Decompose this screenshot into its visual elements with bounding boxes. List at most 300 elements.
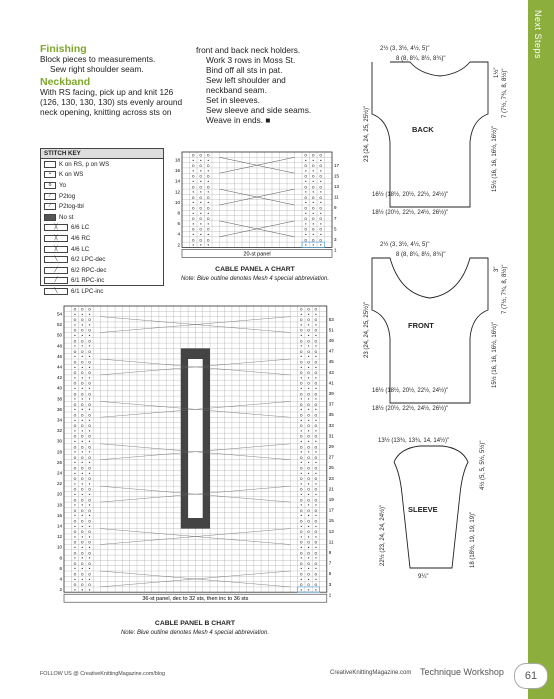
stitch-mark: • xyxy=(206,211,210,217)
stitch-mark: • xyxy=(199,190,203,196)
front-bottom-width: 18½ (20½, 22½, 24½, 26½)" xyxy=(372,406,449,412)
stitch-mark: o xyxy=(80,307,84,313)
row-number-right: 7 xyxy=(328,560,332,566)
finishing-line: Block pieces to measurements. xyxy=(40,54,156,64)
stitch-mark: o xyxy=(299,381,303,387)
stitch-mark: • xyxy=(314,577,318,583)
stitch-mark: o xyxy=(80,434,84,440)
stitch-mark: • xyxy=(88,482,91,488)
finishing-section xyxy=(40,44,190,117)
back-neck-depth: 1½" xyxy=(494,67,500,78)
stitch-mark: • xyxy=(206,233,210,239)
stitch-mark: o xyxy=(80,328,84,334)
row-number-left: 14 xyxy=(174,178,180,184)
stitch-mark: • xyxy=(319,243,323,249)
stitch-mark: • xyxy=(307,471,310,477)
stitch-mark: • xyxy=(314,588,318,594)
stitch-mark: • xyxy=(73,535,77,541)
stitch-mark: • xyxy=(314,546,318,552)
front-neck-depth: 3" xyxy=(494,266,500,272)
stitch-mark: o xyxy=(314,392,318,398)
row-number-left: 8 xyxy=(59,555,62,561)
stitch-mark: • xyxy=(304,222,308,228)
stitch-mark: • xyxy=(314,408,318,414)
stitch-mark: • xyxy=(299,376,303,382)
stitch-mark: o xyxy=(80,477,84,483)
instructions-column-2 xyxy=(196,45,346,125)
row-number-left: 36 xyxy=(56,406,62,412)
stitch-symbol-icon: ╳ xyxy=(44,235,68,242)
stitch-mark: o xyxy=(307,487,311,493)
row-number-left: 10 xyxy=(174,199,180,205)
stitch-mark: • xyxy=(73,493,77,499)
back-bottom-width: 18½ (20½, 22½, 24½, 26½)" xyxy=(372,210,449,216)
stitch-mark: o xyxy=(307,339,311,345)
stitch-mark: o xyxy=(191,227,195,233)
stitch-symbol-icon xyxy=(44,161,56,168)
stitch-mark: o xyxy=(299,551,303,557)
row-number-right: 9 xyxy=(328,550,332,556)
footer-site[interactable]: CreativeKnittingMagazine.com xyxy=(330,670,412,676)
stitch-mark: • xyxy=(314,323,318,329)
stitch-mark: • xyxy=(88,397,91,403)
stitch-mark: o xyxy=(73,455,77,461)
stitch-mark: • xyxy=(299,577,303,583)
stitch-mark: • xyxy=(299,365,303,371)
stitch-mark: o xyxy=(307,530,311,536)
stitch-mark: • xyxy=(199,222,203,228)
stitch-mark: o xyxy=(73,434,77,440)
stitch-mark: • xyxy=(314,355,318,361)
stitch-mark: • xyxy=(73,503,77,509)
stitch-mark: • xyxy=(80,355,84,361)
stitch-mark: o xyxy=(307,561,311,567)
stitch-mark: o xyxy=(314,445,318,451)
stitch-mark: o xyxy=(311,185,315,191)
cable-panel-a-chart xyxy=(172,148,342,260)
stitch-mark: • xyxy=(191,233,195,239)
stitch-mark: o xyxy=(191,185,195,191)
stitch-mark: • xyxy=(73,344,77,350)
stitch-mark: o xyxy=(80,349,84,355)
stitch-mark: o xyxy=(73,402,77,408)
stitch-mark: o xyxy=(88,413,92,419)
stitch-mark: o xyxy=(80,498,84,504)
stitch-mark: • xyxy=(299,546,303,552)
stitch-key-item xyxy=(41,223,163,234)
stitch-mark: o xyxy=(314,519,318,525)
stitch-mark: • xyxy=(73,418,77,424)
stitch-mark: o xyxy=(80,519,84,525)
stitch-mark: o xyxy=(199,217,203,223)
stitch-mark: • xyxy=(88,365,91,371)
stitch-mark: o xyxy=(307,434,311,440)
stitch-mark: • xyxy=(88,440,91,446)
stitch-mark: • xyxy=(311,243,315,249)
stitch-mark: • xyxy=(299,588,303,594)
stitch-mark: o xyxy=(307,318,311,324)
row-number-left: 4 xyxy=(59,576,62,582)
stitch-mark: o xyxy=(88,402,92,408)
stitch-mark: o xyxy=(311,206,315,212)
stitch-mark: o xyxy=(73,572,77,578)
stitch-mark: • xyxy=(199,201,203,207)
stitch-mark: • xyxy=(73,577,77,583)
stitch-mark: • xyxy=(206,201,210,207)
stitch-mark: o xyxy=(88,498,92,504)
stitch-mark: o xyxy=(80,381,84,387)
stitch-mark: o xyxy=(314,402,318,408)
stitch-mark: • xyxy=(314,312,318,318)
back-schematic xyxy=(360,42,528,217)
row-number-left: 34 xyxy=(56,417,62,423)
stitch-mark: o xyxy=(307,498,311,504)
stitch-mark: o xyxy=(73,466,77,472)
row-number-right: 7 xyxy=(334,215,337,221)
front-total-height: 23 (24, 24, 25, 25½)" xyxy=(364,301,370,358)
stitch-mark: o xyxy=(314,371,318,377)
stitch-mark: • xyxy=(307,429,310,435)
stitch-symbol-icon xyxy=(44,214,56,221)
stitch-mark: • xyxy=(299,344,303,350)
footer-follow[interactable]: FOLLOW US @ CreativeKnittingMagazine.com/blog xyxy=(40,671,166,677)
row-number-right: 1 xyxy=(334,247,337,253)
stitch-mark: • xyxy=(88,344,91,350)
stitch-mark: o xyxy=(299,413,303,419)
stitch-mark: • xyxy=(80,524,84,530)
stitch-mark: • xyxy=(80,429,84,435)
row-number-left: 28 xyxy=(56,449,62,455)
stitch-mark: o xyxy=(191,195,195,201)
stitch-mark: o xyxy=(299,424,303,430)
row-number-right: 47 xyxy=(328,348,334,354)
stitch-mark: o xyxy=(199,195,203,201)
stitch-mark: o xyxy=(314,455,318,461)
stitch-mark: o xyxy=(314,318,318,324)
stitch-mark: • xyxy=(299,503,303,509)
stitch-mark: o xyxy=(73,583,77,589)
stitch-mark: • xyxy=(80,588,84,594)
stitch-mark: • xyxy=(73,365,77,371)
stitch-mark: • xyxy=(80,546,84,552)
stitch-mark: o xyxy=(307,413,311,419)
stitch-mark: o xyxy=(307,455,311,461)
stitch-mark: o xyxy=(299,445,303,451)
stitch-mark: o xyxy=(80,392,84,398)
stitch-mark: • xyxy=(307,376,310,382)
stitch-mark: • xyxy=(319,180,323,186)
stitch-mark: • xyxy=(311,222,315,228)
stitch-mark: o xyxy=(304,206,308,212)
stitch-mark: o xyxy=(307,328,311,334)
row-number-left: 30 xyxy=(56,438,62,444)
row-number-left: 8 xyxy=(177,210,180,216)
back-total-height: 23 (24, 24, 25, 25½)" xyxy=(364,105,370,162)
stitch-mark: • xyxy=(314,418,318,424)
neckband-text xyxy=(40,87,190,117)
stitch-mark: • xyxy=(80,556,84,562)
stitch-mark: • xyxy=(88,503,91,509)
section-sidebar xyxy=(528,0,554,699)
stitch-mark: o xyxy=(319,164,323,170)
stitch-mark: • xyxy=(191,222,195,228)
stitch-mark: • xyxy=(307,535,310,541)
stitch-mark: • xyxy=(307,408,310,414)
stitch-mark: • xyxy=(80,376,84,382)
stitch-mark: o xyxy=(299,530,303,536)
stitch-mark: • xyxy=(206,222,210,228)
neckband-line: neck opening, knitting across sts on xyxy=(40,107,172,117)
stitch-mark: • xyxy=(80,312,84,318)
stitch-mark: o xyxy=(73,487,77,493)
row-number-right: 13 xyxy=(328,528,334,534)
stitch-mark: • xyxy=(80,334,84,340)
stitch-mark: o xyxy=(299,402,303,408)
stitch-mark: • xyxy=(319,201,323,207)
stitch-mark: o xyxy=(307,466,311,472)
stitch-mark: • xyxy=(80,567,84,573)
stitch-mark: • xyxy=(307,493,310,499)
finishing-line: Sew right shoulder seam. xyxy=(50,64,144,74)
stitch-mark: o xyxy=(206,238,210,244)
stitch-mark: o xyxy=(80,402,84,408)
stitch-mark: • xyxy=(73,334,77,340)
stitch-mark: • xyxy=(314,471,318,477)
stitch-mark: • xyxy=(73,323,77,329)
instruction-line: Set in sleeves. xyxy=(206,95,260,105)
stitch-key-label: Yo xyxy=(59,181,66,189)
stitch-mark: • xyxy=(88,312,91,318)
row-number-left: 46 xyxy=(56,353,62,359)
stitch-mark: o xyxy=(80,551,84,557)
row-number-left: 6 xyxy=(177,221,180,227)
back-shoulder-width: 2½ (3, 3½, 4½, 5)" xyxy=(380,46,430,52)
row-number-left: 4 xyxy=(177,231,180,237)
stitch-mark: o xyxy=(319,227,323,233)
row-number-right: 15 xyxy=(328,518,334,524)
stitch-mark: o xyxy=(199,185,203,191)
stitch-mark: • xyxy=(80,514,84,520)
stitch-mark: • xyxy=(314,482,318,488)
stitch-mark: o xyxy=(314,572,318,578)
stitch-mark: • xyxy=(206,190,210,196)
stitch-mark: o xyxy=(307,424,311,430)
row-number-right: 53 xyxy=(328,316,334,322)
stitch-mark: o xyxy=(319,238,323,244)
chart-a-note: Note: Blue outline denotes Mesh 4 special abbreviation. xyxy=(180,276,330,282)
stitch-mark: o xyxy=(314,551,318,557)
stitch-mark: o xyxy=(299,572,303,578)
instruction-line: Bind off all sts in pat. xyxy=(206,65,283,75)
stitch-mark: o xyxy=(307,551,311,557)
front-armhole-depth: 7 (7½, 7¾, 8, 8½)" xyxy=(502,264,508,314)
stitch-mark: o xyxy=(73,508,77,514)
stitch-mark: o xyxy=(88,530,92,536)
row-number-left: 6 xyxy=(59,565,62,571)
stitch-mark: • xyxy=(206,169,210,175)
stitch-mark: • xyxy=(80,344,84,350)
stitch-mark: o xyxy=(88,349,92,355)
stitch-mark: • xyxy=(314,567,318,573)
stitch-mark: o xyxy=(88,540,92,546)
stitch-mark: • xyxy=(88,334,91,340)
stitch-mark: • xyxy=(80,503,84,509)
stitch-mark: • xyxy=(191,211,195,217)
stitch-mark: o xyxy=(73,381,77,387)
stitch-mark: o xyxy=(299,477,303,483)
stitch-mark: • xyxy=(314,450,318,456)
stitch-mark: • xyxy=(299,440,303,446)
stitch-mark: o xyxy=(88,572,92,578)
row-number-right: 31 xyxy=(328,433,334,439)
stitch-mark: • xyxy=(299,418,303,424)
stitch-mark: • xyxy=(299,450,303,456)
stitch-mark: • xyxy=(319,169,323,175)
stitch-mark: • xyxy=(73,461,77,467)
stitch-mark: • xyxy=(80,461,84,467)
stitch-key-item xyxy=(41,244,163,255)
row-number-right: 25 xyxy=(328,465,334,471)
stitch-mark: o xyxy=(307,477,311,483)
back-outline xyxy=(372,62,488,207)
stitch-mark: o xyxy=(206,195,210,201)
stitch-mark: • xyxy=(80,450,84,456)
stitch-mark: • xyxy=(88,387,91,393)
stitch-mark: o xyxy=(314,360,318,366)
stitch-mark: o xyxy=(314,381,318,387)
stitch-mark: o xyxy=(199,238,203,244)
row-number-left: 32 xyxy=(56,428,62,434)
stitch-mark: o xyxy=(88,318,92,324)
stitch-mark: • xyxy=(304,180,308,186)
stitch-mark: o xyxy=(88,466,92,472)
stitch-mark: • xyxy=(199,158,203,164)
stitch-mark: o xyxy=(299,371,303,377)
stitch-mark: o xyxy=(80,455,84,461)
front-bottom-inner: 16½ (18½, 20½, 22½, 24½)" xyxy=(372,388,449,394)
stitch-mark: • xyxy=(314,397,318,403)
stitch-mark: • xyxy=(314,524,318,530)
stitch-key-label: K on WS xyxy=(59,171,84,179)
stitch-key-item xyxy=(41,170,163,181)
row-number-right: 5 xyxy=(328,571,332,577)
stitch-mark: • xyxy=(319,211,323,217)
row-number-right: 41 xyxy=(328,380,334,386)
sleeve-bottom-width: 9¼" xyxy=(418,574,429,580)
stitch-mark: • xyxy=(80,482,84,488)
row-number-left: 54 xyxy=(56,311,62,317)
stitch-mark: • xyxy=(88,524,91,530)
stitch-symbol-icon: o xyxy=(44,182,56,189)
row-number-left: 14 xyxy=(56,523,62,529)
row-number-left: 22 xyxy=(56,481,62,487)
stitch-mark: o xyxy=(299,360,303,366)
stitch-mark: o xyxy=(299,498,303,504)
stitch-mark: o xyxy=(299,392,303,398)
stitch-mark: o xyxy=(314,498,318,504)
stitch-mark: o xyxy=(299,349,303,355)
chart-b-note: Note: Blue outline denotes Mesh 4 special abbreviation. xyxy=(120,630,270,636)
stitch-mark: • xyxy=(299,429,303,435)
stitch-mark: • xyxy=(314,387,318,393)
stitch-mark: o xyxy=(311,227,315,233)
stitch-symbol-icon: ╳ xyxy=(44,246,68,253)
stitch-key-label: 6/1 RPC-inc xyxy=(71,277,105,285)
stitch-mark: • xyxy=(299,524,303,530)
stitch-mark: • xyxy=(299,312,303,318)
stitch-mark: o xyxy=(299,508,303,514)
stitch-mark: • xyxy=(307,588,310,594)
stitch-mark: o xyxy=(314,508,318,514)
stitch-mark: o xyxy=(199,206,203,212)
stitch-mark: o xyxy=(299,540,303,546)
stitch-mark: o xyxy=(88,434,92,440)
stitch-mark: • xyxy=(304,211,308,217)
instruction-line: Sew left shoulder and xyxy=(206,75,286,85)
stitch-key-item xyxy=(41,159,163,170)
row-number-right: 51 xyxy=(328,327,334,333)
stitch-mark: • xyxy=(88,588,91,594)
stitch-key-label: K on RS, p on WS xyxy=(59,160,110,168)
stitch-mark: o xyxy=(88,371,92,377)
stitch-mark: • xyxy=(304,169,308,175)
stitch-mark: • xyxy=(307,397,310,403)
front-shoulder-width: 2½ (3, 3½, 4½, 5)" xyxy=(380,242,430,248)
stitch-mark: o xyxy=(88,424,92,430)
stitch-symbol-icon: ╳ xyxy=(44,224,68,231)
stitch-mark: o xyxy=(311,164,315,170)
stitch-mark: • xyxy=(80,387,84,393)
row-number-right: 49 xyxy=(328,338,334,344)
stitch-key-item xyxy=(41,276,163,287)
stitch-mark: o xyxy=(307,307,311,313)
front-side-length: 15½ (16, 16, 16½, 16½)" xyxy=(492,321,498,388)
stitch-mark: • xyxy=(311,190,315,196)
stitch-mark: • xyxy=(199,233,203,239)
row-number-right: 17 xyxy=(334,162,340,168)
stitch-mark: o xyxy=(191,238,195,244)
stitch-mark: • xyxy=(307,440,310,446)
stitch-mark: • xyxy=(299,556,303,562)
stitch-mark: • xyxy=(304,158,308,164)
stitch-mark: • xyxy=(299,355,303,361)
stitch-mark: o xyxy=(314,561,318,567)
stitch-mark: • xyxy=(88,418,91,424)
stitch-key-title: STITCH KEY xyxy=(41,149,163,159)
stitch-mark: • xyxy=(314,429,318,435)
instruction-line: neckband seam. xyxy=(206,85,267,95)
stitch-mark: o xyxy=(80,508,84,514)
stitch-mark: o xyxy=(311,217,315,223)
stitch-mark: o xyxy=(73,445,77,451)
row-number-left: 40 xyxy=(56,385,62,391)
sleeve-schematic xyxy=(360,434,528,584)
stitch-mark: • xyxy=(307,567,310,573)
stitch-mark: o xyxy=(307,371,311,377)
stitch-mark: • xyxy=(73,514,77,520)
sidebar-label: Next Steps xyxy=(533,10,543,60)
stitch-mark: • xyxy=(311,201,315,207)
stitch-mark: • xyxy=(307,355,310,361)
stitch-mark: • xyxy=(319,233,323,239)
stitch-mark: • xyxy=(88,323,91,329)
stitch-mark: • xyxy=(299,471,303,477)
stitch-mark: • xyxy=(73,588,77,594)
stitch-mark: o xyxy=(314,487,318,493)
row-number-right: 15 xyxy=(334,173,340,179)
cable-panel-b-chart xyxy=(50,304,340,614)
stitch-mark: • xyxy=(299,323,303,329)
